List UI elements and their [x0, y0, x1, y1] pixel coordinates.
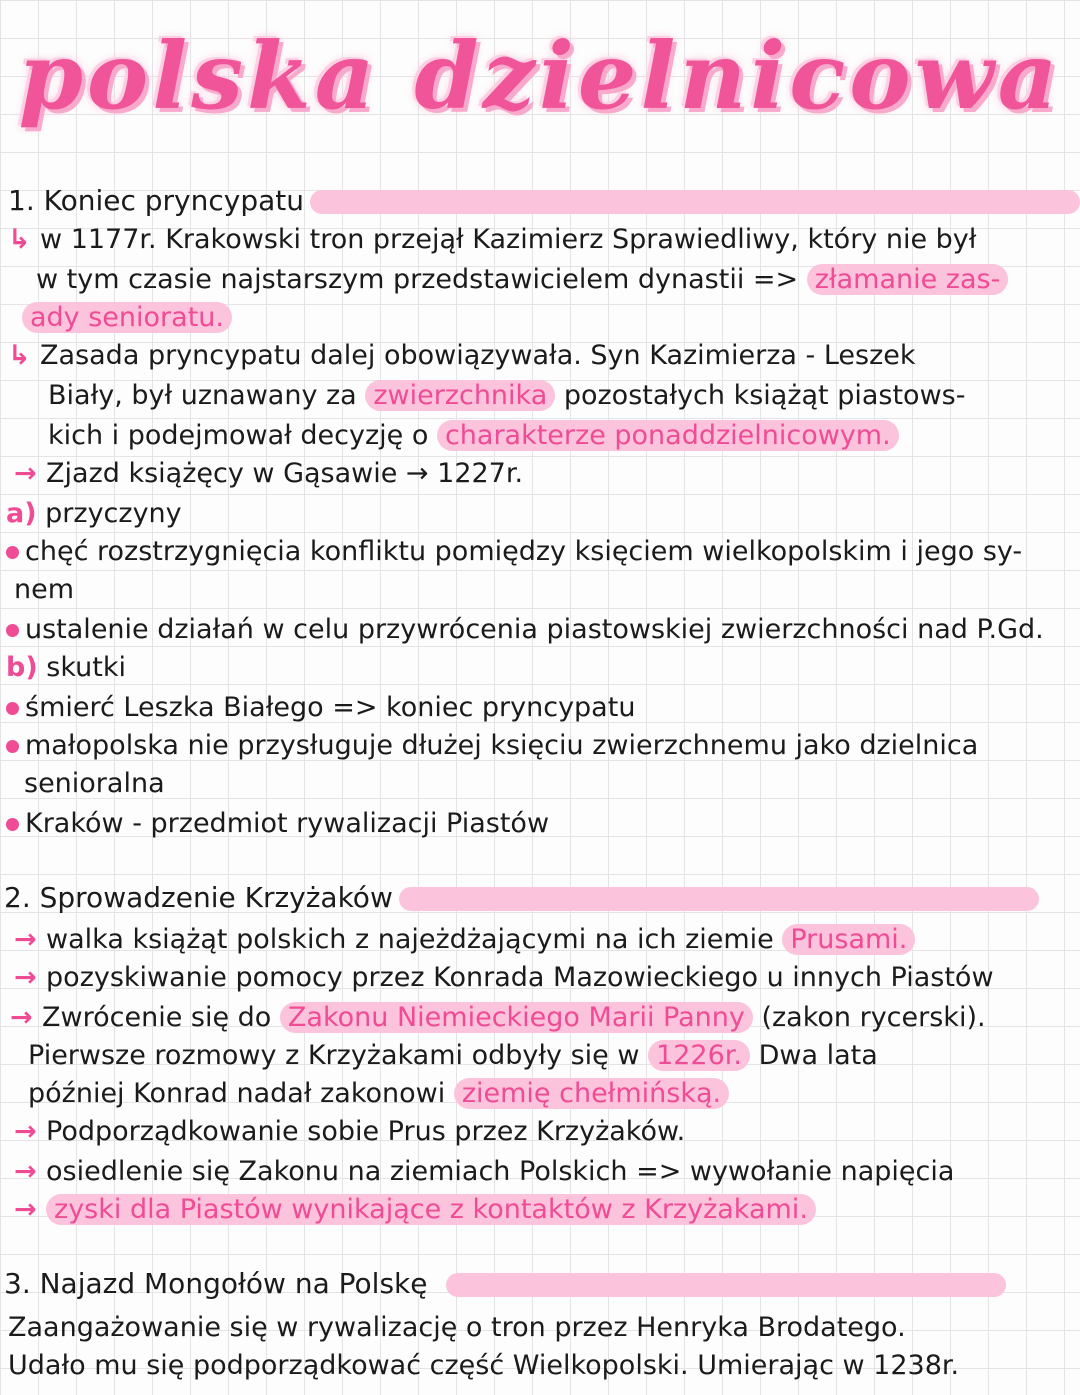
- bullet-icon: [6, 546, 19, 559]
- bullet-icon: [6, 702, 19, 715]
- arrow-icon: →: [14, 924, 47, 955]
- text-line: → zyski dla Piastów wynikające z kontaktów z Krzyżakami.: [14, 1192, 816, 1228]
- bullet-icon: [6, 740, 19, 753]
- section-2-heading: 2. Sprowadzenie Krzyżaków: [4, 880, 1039, 916]
- text-line: Udało mu się podporządkować część Wielkopolski. Umierając w 1238r.: [8, 1350, 960, 1381]
- text-line: → walka książąt polskich z najeżdżającymi na ich ziemie Prusami.: [14, 922, 915, 958]
- text-line: w tym czasie najstarszym przedstawicielem dynastii => złamanie zas-: [36, 262, 1008, 298]
- subheading-a: a) przyczyny: [6, 498, 182, 529]
- heading-highlight: [310, 190, 1080, 214]
- text-line: Zaangażowanie się w rywalizację o tron przez Henryka Brodatego.: [8, 1312, 906, 1343]
- bullet-icon: [6, 818, 19, 831]
- text-line: ↳ w 1177r. Krakowski tron przejął Kazimierz Sprawiedliwy, który nie był: [8, 224, 977, 255]
- list-item: śmierć Leszka Białego => koniec pryncypatu: [6, 690, 635, 726]
- arrow-icon: →: [14, 1156, 47, 1187]
- arrow-icon: ↳: [8, 224, 41, 255]
- bullet-icon: [6, 624, 19, 637]
- section-3-heading: 3. Najazd Mongołów na Polskę: [4, 1266, 1006, 1302]
- text-line: ↳ Zasada pryncypatu dalej obowiązywała. Syn Kazimierza - Leszek: [8, 340, 916, 371]
- section-1-heading: 1. Koniec pryncypatu: [8, 183, 1080, 219]
- list-item: chęć rozstrzygnięcia konfliktu pomiędzy księciem wielkopolskim i jego sy-: [6, 534, 1022, 570]
- text-line: kich i podejmował decyzję o charakterze ponaddzielnicowym.: [48, 418, 899, 454]
- text-line: później Konrad nadał zakonowi ziemię chełmińską.: [28, 1076, 729, 1112]
- arrow-icon: →: [14, 1194, 47, 1225]
- text-line: Pierwsze rozmowy z Krzyżakami odbyły się w 1226r. Dwa lata: [28, 1040, 878, 1071]
- arrow-icon: ↳: [8, 340, 41, 371]
- text-line: → pozyskiwanie pomocy przez Konrada Mazowieckiego u innych Piastów: [14, 962, 994, 993]
- page-title: polska dzielnicowa: [18, 22, 1062, 130]
- arrow-icon: →: [14, 962, 47, 993]
- list-item: Kraków - przedmiot rywalizacji Piastów: [6, 806, 549, 842]
- subheading-b: b) skutki: [6, 652, 126, 683]
- list-item: ustalenie działań w celu przywrócenia piastowskiej zwierzchności nad P.Gd.: [6, 612, 1044, 648]
- heading-highlight: [446, 1273, 1006, 1297]
- arrow-icon: →: [14, 458, 47, 489]
- text-line: → Podporządkowanie sobie Prus przez Krzyżaków.: [14, 1116, 686, 1147]
- text-line: → osiedlenie się Zakonu na ziemiach Polskich => wywołanie napięcia: [14, 1156, 955, 1187]
- list-item: małopolska nie przysługuje dłużej księciu zwierzchnemu jako dzielnica: [6, 728, 978, 764]
- text-line: nem: [14, 574, 75, 605]
- arrow-icon: →: [10, 1002, 43, 1033]
- text-line: → Zjazd książęcy w Gąsawie → 1227r.: [14, 458, 524, 489]
- text-line: senioralna: [24, 768, 165, 799]
- arrow-icon: →: [14, 1116, 47, 1147]
- text-line: Biały, był uznawany za zwierzchnika pozostałych książąt piastows-: [48, 380, 966, 411]
- heading-highlight: [399, 887, 1039, 911]
- text-line: → Zwrócenie się do Zakonu Niemieckiego Marii Panny (zakon rycerski).: [10, 1002, 986, 1033]
- text-line: ady senioratu.: [22, 300, 232, 336]
